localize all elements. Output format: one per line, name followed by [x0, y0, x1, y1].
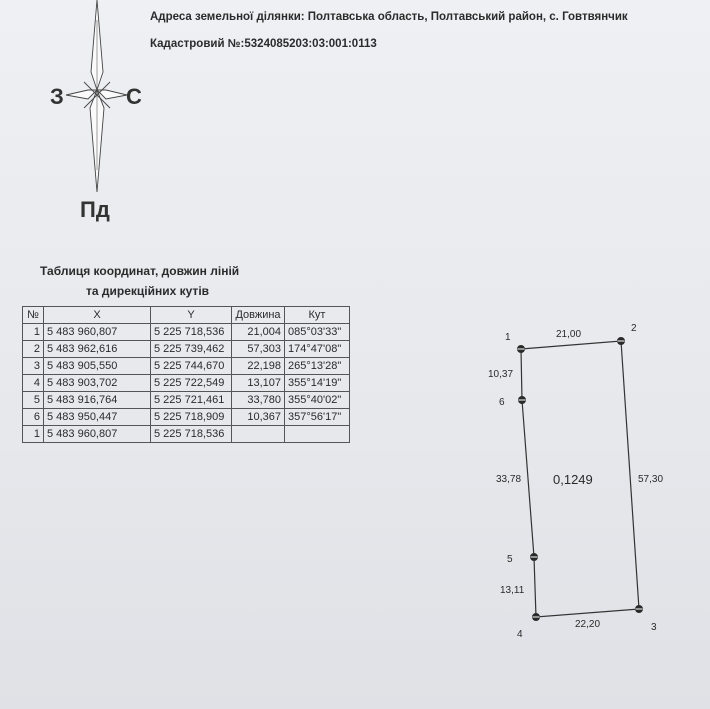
cell-length: 13,107 — [232, 375, 285, 392]
col-header-angle: Кут — [285, 307, 350, 324]
cell-number: 6 — [23, 409, 44, 426]
cell-x: 5 483 950,447 — [44, 409, 151, 426]
point-label-3: 3 — [651, 622, 657, 633]
cell-x: 5 483 960,807 — [44, 426, 151, 443]
cell-angle: 357°56'17" — [285, 409, 350, 426]
cell-length: 22,198 — [232, 358, 285, 375]
col-header-x: X — [44, 307, 151, 324]
point-label-1: 1 — [505, 332, 511, 343]
segment-length-2-3: 57,30 — [638, 474, 664, 485]
compass-south-label: Пд — [80, 197, 110, 222]
cell-x: 5 483 960,807 — [44, 324, 151, 341]
cell-x: 5 483 905,550 — [44, 358, 151, 375]
cell-y: 5 225 722,549 — [151, 375, 232, 392]
point-label-5: 5 — [507, 554, 513, 565]
cell-angle: 265°13'28" — [285, 358, 350, 375]
cell-angle: 355°40'02" — [285, 392, 350, 409]
cell-number: 1 — [23, 426, 44, 443]
cell-x: 5 483 962,616 — [44, 341, 151, 358]
segment-length-1-2: 21,00 — [556, 329, 582, 340]
cell-angle: 174°47'08" — [285, 341, 350, 358]
table-caption-line1: Таблиця координат, довжин ліній — [40, 264, 240, 278]
segment-length-4-5: 13,11 — [500, 585, 525, 596]
cell-x: 5 483 903,702 — [44, 375, 151, 392]
table-caption-line2: та дирекційних кутів — [86, 284, 210, 298]
cell-y: 5 225 718,536 — [151, 426, 232, 443]
cell-length: 57,303 — [232, 341, 285, 358]
col-header-length: Довжина — [232, 307, 285, 324]
land-address: Адреса земельної ділянки: Полтавська область, Полтавський район, с. Говтвянчик — [150, 11, 628, 23]
segment-length-5-6: 33,78 — [496, 474, 522, 485]
cell-x: 5 483 916,764 — [44, 392, 151, 409]
compass-east-label: С — [126, 84, 142, 109]
cell-number: 1 — [23, 324, 44, 341]
compass-west-label: З — [50, 84, 64, 109]
segment-length-6-1: 10,37 — [488, 369, 514, 380]
point-label-2: 2 — [631, 323, 637, 334]
segment-length-3-4: 22,20 — [575, 619, 601, 630]
point-label-4: 4 — [517, 629, 523, 640]
cell-length: 10,367 — [232, 409, 285, 426]
cell-length: 21,004 — [232, 324, 285, 341]
cell-angle: 085°03'33" — [285, 324, 350, 341]
cell-number: 3 — [23, 358, 44, 375]
cell-y: 5 225 744,670 — [151, 358, 232, 375]
cell-y: 5 225 739,462 — [151, 341, 232, 358]
cell-y: 5 225 718,536 — [151, 324, 232, 341]
cell-number: 4 — [23, 375, 44, 392]
cell-y: 5 225 718,909 — [151, 409, 232, 426]
cadastral-number: Кадастровий №:5324085203:03:001:0113 — [150, 38, 377, 50]
cell-angle: 355°14'19" — [285, 375, 350, 392]
point-label-6: 6 — [499, 397, 505, 408]
cell-length: 33,780 — [232, 392, 285, 409]
cell-number: 5 — [23, 392, 44, 409]
col-header-y: Y — [151, 307, 232, 324]
cell-y: 5 225 721,461 — [151, 392, 232, 409]
cell-number: 2 — [23, 341, 44, 358]
parcel-area: 0,1249 — [553, 472, 593, 487]
col-header-number: № — [23, 307, 44, 324]
